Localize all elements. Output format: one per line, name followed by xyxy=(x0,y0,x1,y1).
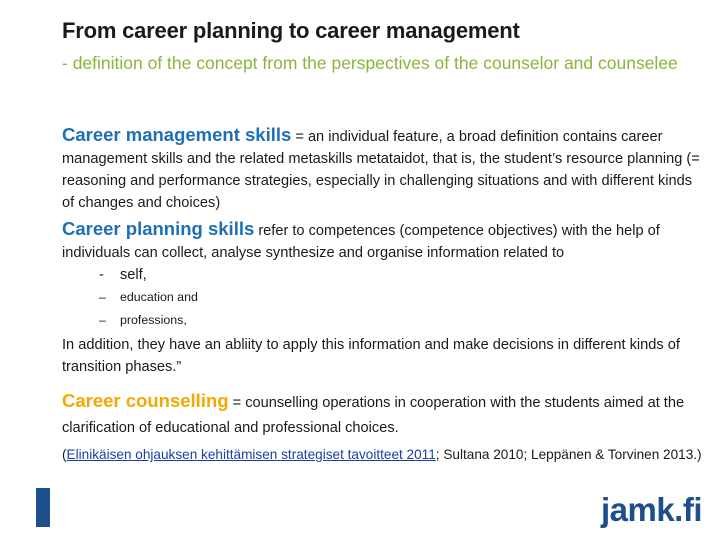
reference-open: ( xyxy=(62,447,67,462)
career-planning-text: refer to competences (competence objectives) with the help of individuals can collect, analyse synthesize and organise information related to xyxy=(62,223,660,261)
reference-rest: ; Sultana 2010; Leppänen & Torvinen 2013.) xyxy=(435,447,702,462)
list-item xyxy=(62,286,702,309)
career-planning-list xyxy=(62,264,702,332)
jamk-logo: jamk.fi xyxy=(600,491,702,528)
list-item xyxy=(62,264,702,286)
list-marker: - xyxy=(99,267,104,283)
list-marker: – xyxy=(99,290,106,304)
career-management-paragraph xyxy=(62,124,702,214)
list-item-text: professions, xyxy=(120,313,187,327)
list-item xyxy=(62,309,702,332)
career-counselling-text: = counselling operations in cooperation with the students aimed at the clarification of educational and professional choices. xyxy=(62,395,685,436)
list-item-text: self, xyxy=(120,267,147,283)
brand-bar xyxy=(36,488,50,527)
career-counselling-term: Career counselling xyxy=(62,390,229,411)
career-planning-term: Career planning skills xyxy=(62,218,255,239)
slide-body xyxy=(62,124,702,465)
career-management-term: Career management skills xyxy=(62,124,292,145)
slide-title: From career planning to career management xyxy=(62,18,520,43)
career-management-text: = an individual feature, a broad definition contains career management skills and the related metaskills metataidot, that is, the student’s resource planning (= reasoning and performance strategies, especially in challenging situations and with different kinds of changes and choices) xyxy=(62,129,700,211)
reference-paragraph xyxy=(62,445,702,465)
career-planning-paragraph xyxy=(62,218,702,264)
list-marker: – xyxy=(99,313,106,327)
reference-link[interactable]: Elinikäisen ohjauksen kehittämisen strategiset tavoitteet 2011 xyxy=(66,447,436,462)
list-item-text: education and xyxy=(120,290,198,304)
transition-paragraph: In addition, they have an abliity to apply this information and make decisions in different kinds of transition phases.” xyxy=(62,337,680,375)
career-counselling-paragraph xyxy=(62,388,702,441)
slide-subtitle: - definition of the concept from the perspectives of the counselor and counselee xyxy=(62,53,678,73)
